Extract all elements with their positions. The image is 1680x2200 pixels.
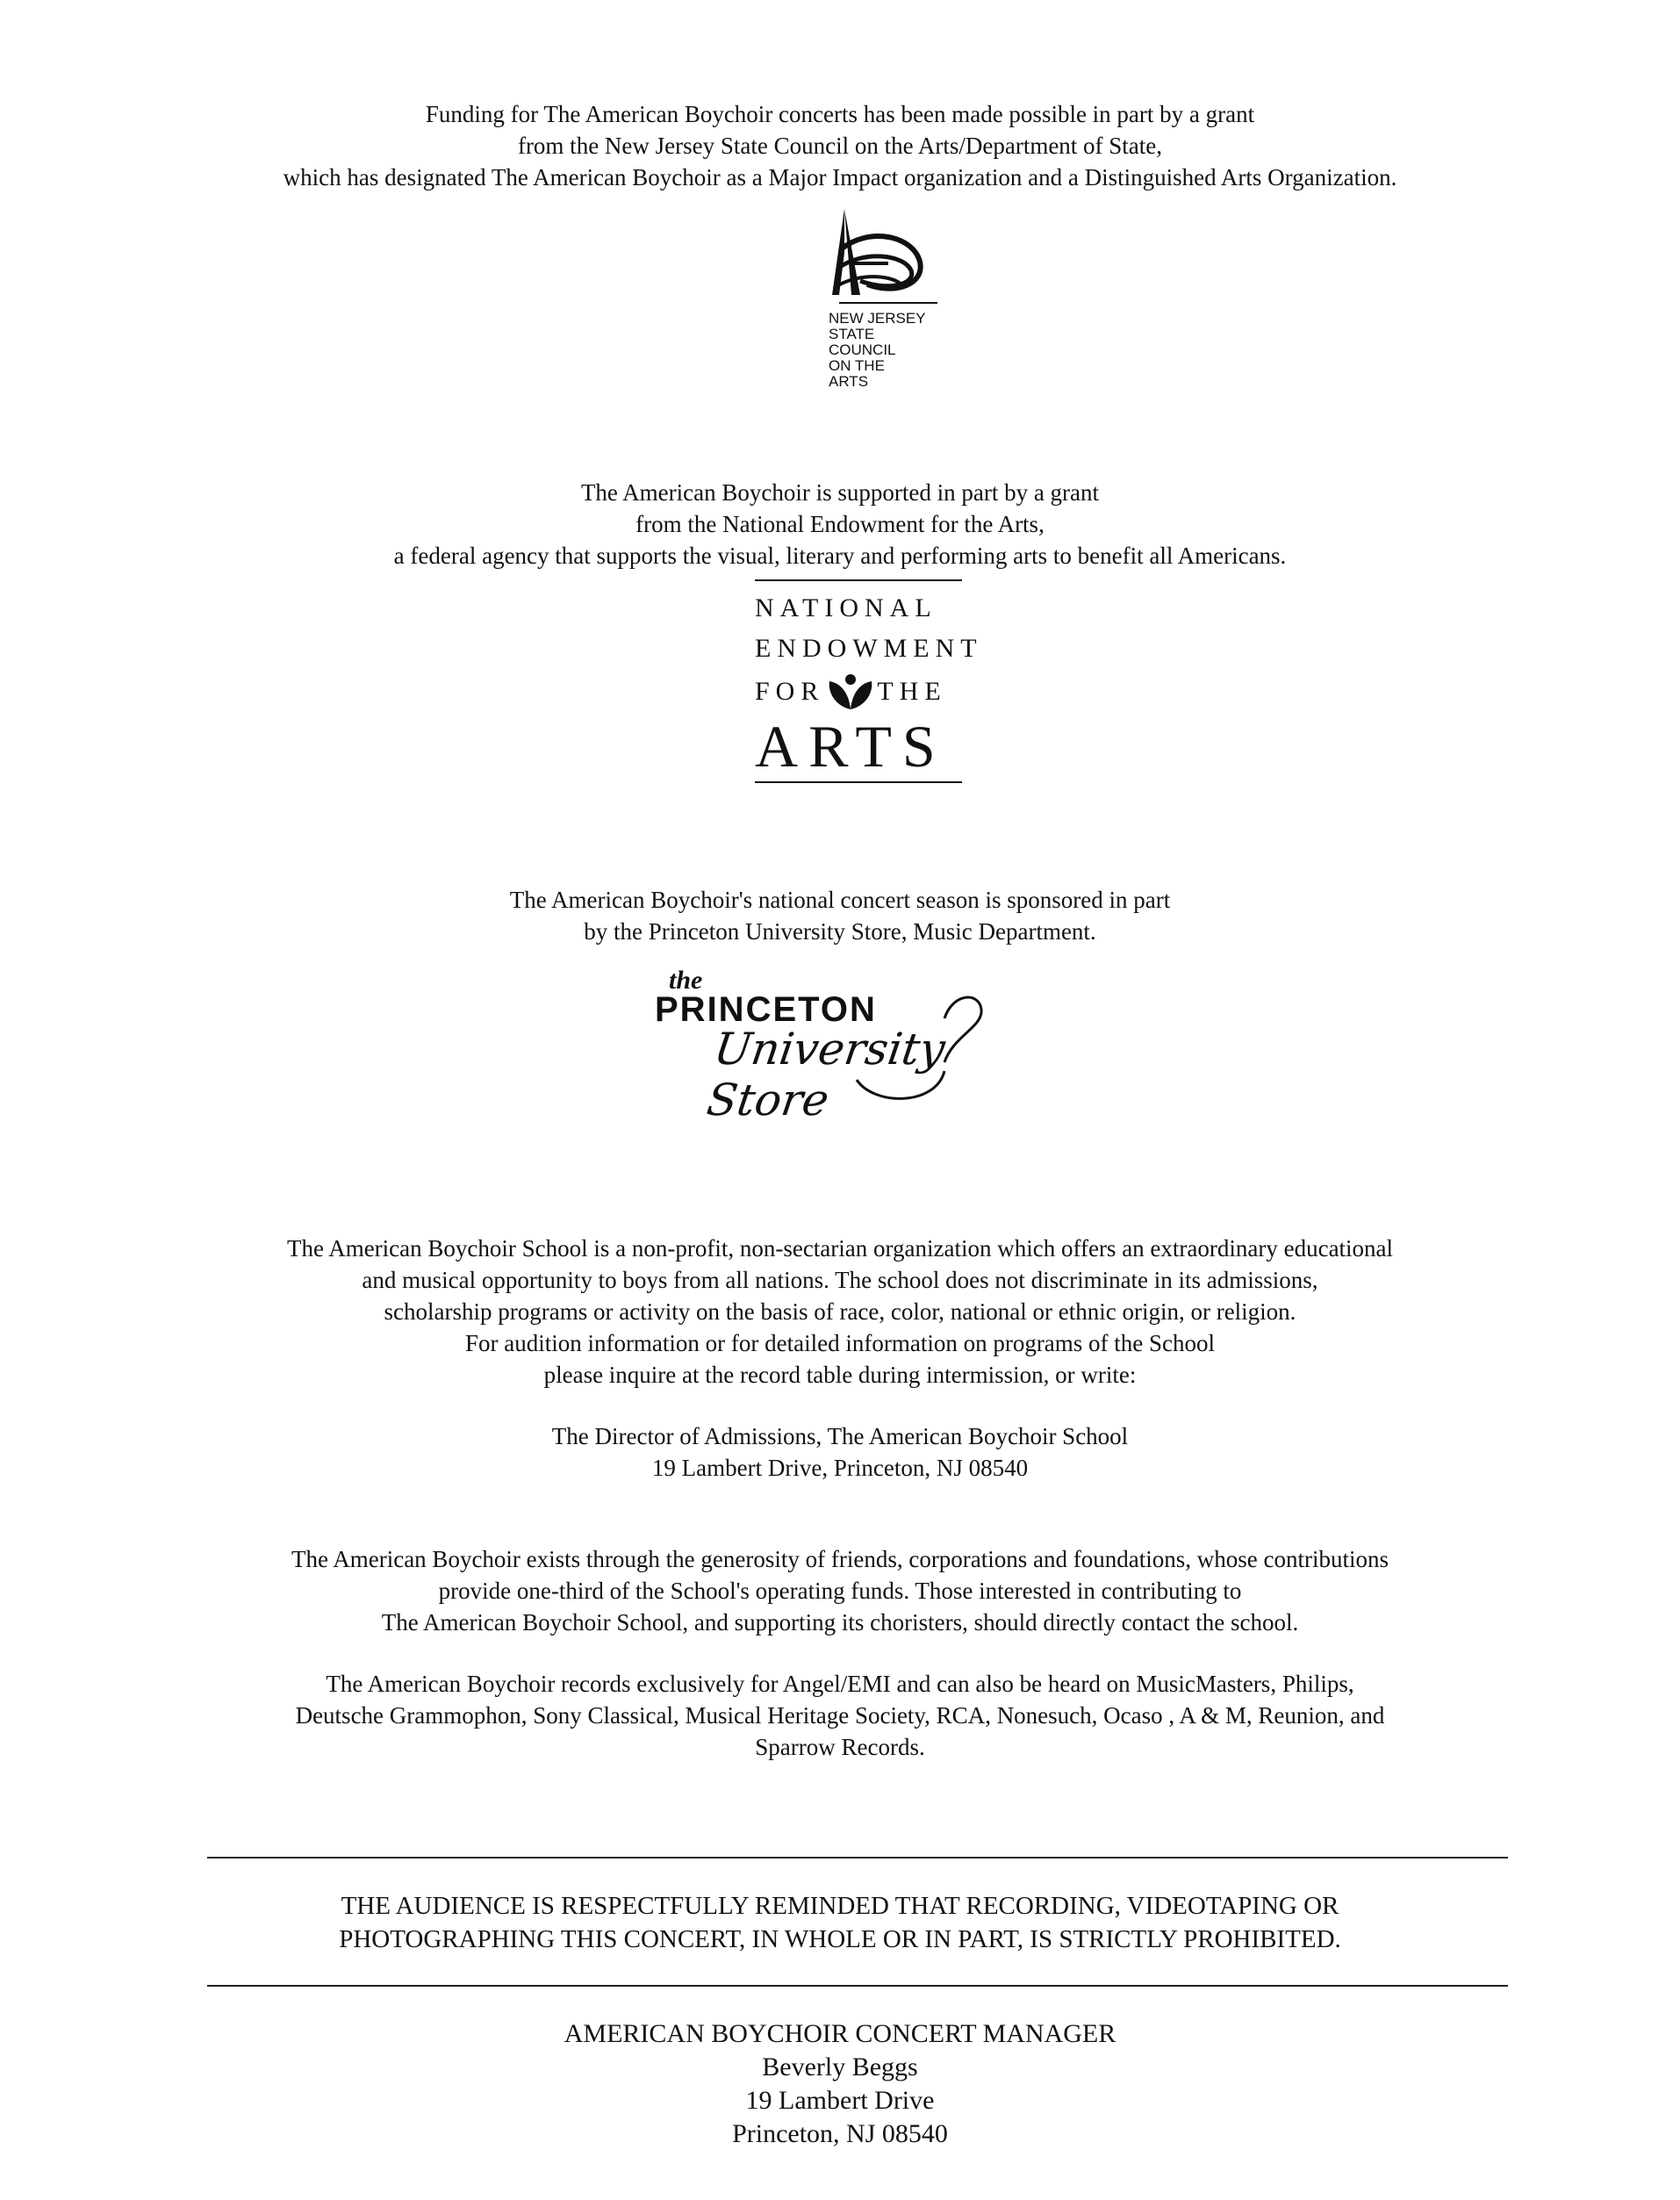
contributions-line: The American Boychoir exists through the generosity of friends, corporations and foundations, whose contributions [291,1546,1389,1572]
notice-line: THE AUDIENCE IS RESPECTFULLY REMINDED THAT RECORDING, VIDEOTAPING OR [341,1892,1339,1920]
recording-notice [0,1889,1680,1956]
nea-logo-arts: ARTS [755,713,946,780]
school-paragraph [0,1233,1680,1391]
notice-line: PHOTOGRAPHING THIS CONCERT, IN WHOLE OR IN PART, IS STRICTLY PROHIBITED. [339,1925,1341,1953]
njsca-text-line: STATE [829,326,875,342]
nea-line: The American Boychoir is supported in part by a grant [580,479,1100,506]
nea-logo-for: FOR [755,677,825,706]
njsca-text-line: ON THE [829,357,885,374]
njsca-logo [825,200,948,420]
address-line: 19 Lambert Drive, Princeton, NJ 08540 [651,1455,1029,1481]
school-line: scholarship programs or activity on the basis of race, color, national or ethnic origin, or religion. [384,1298,1296,1325]
nea-line: a federal agency that supports the visual, literary and performing arts to benefit all Americans. [393,543,1287,569]
manager-line: 19 Lambert Drive [745,2086,935,2115]
records-paragraph [0,1668,1680,1763]
njsca-text-line: NEW JERSEY [829,310,926,327]
notice-bottom-divider [207,1985,1508,1987]
funding-line: from the New Jersey State Council on the Arts/Department of State, [517,133,1163,159]
njsca-emblem-icon [825,200,939,310]
princeton-logo-script: University Store [703,1024,949,1125]
school-line: For audition information or for detailed information on programs of the School [464,1330,1216,1356]
nea-line: from the National Endowment for the Arts, [635,511,1045,537]
nea-logo-the: THE [877,677,947,706]
nea-logo [755,579,983,816]
princeton-logo-the: the [669,966,703,995]
princeton-flourish-icon [655,966,1059,1115]
school-line: please inquire at the record table during intermission, or write: [543,1362,1137,1388]
nea-leaf-icon [826,671,875,713]
address-line: The Director of Admissions, The American Boychoir School [551,1423,1129,1449]
manager-line: Princeton, NJ 08540 [732,2119,948,2148]
njsca-text-line: ARTS [829,373,869,390]
school-line: and musical opportunity to boys from all nations. The school does not discriminate in its admissions, [362,1267,1318,1293]
manager-line: Beverly Beggs [762,2053,918,2081]
funding-line: which has designated The American Boychoir as a Major Impact organization and a Distinguished Arts Organization. [283,164,1397,191]
concert-manager [0,2017,1680,2151]
princeton-paragraph [0,884,1680,947]
princeton-store-logo [655,966,1059,1125]
records-line: Sparrow Records. [755,1734,925,1760]
princeton-logo-name: PRINCETON [655,990,877,1029]
funding-paragraph [0,98,1680,193]
nea-logo-line2: ENDOWMENT [755,634,983,663]
contributions-line: provide one-third of the School's operating funds. Those interested in contributing to [438,1578,1242,1604]
admissions-address [0,1420,1680,1484]
records-line: Deutsche Grammophon, Sony Classical, Musical Heritage Society, RCA, Nonesuch, Ocaso , A & M, Reunion, and [295,1702,1385,1729]
contributions-paragraph [0,1543,1680,1638]
notice-top-divider [207,1857,1508,1858]
manager-line: AMERICAN BOYCHOIR CONCERT MANAGER [564,2019,1116,2048]
school-line: The American Boychoir School is a non-profit, non-sectarian organization which offers an extraordinary educational [286,1235,1394,1262]
nea-paragraph [0,477,1680,572]
contributions-line: The American Boychoir School, and supporting its choristers, should directly contact the school. [381,1609,1299,1636]
njsca-text-line: COUNCIL [829,342,896,358]
funding-line: Funding for The American Boychoir concerts has been made possible in part by a grant [425,101,1255,127]
princeton-line: The American Boychoir's national concert season is sponsored in part [509,887,1171,913]
nea-logo-line1: NATIONAL [755,593,937,622]
records-line: The American Boychoir records exclusively for Angel/EMI and can also be heard on MusicMasters, Philips, [326,1671,1354,1697]
princeton-line: by the Princeton University Store, Music Department. [584,918,1096,945]
